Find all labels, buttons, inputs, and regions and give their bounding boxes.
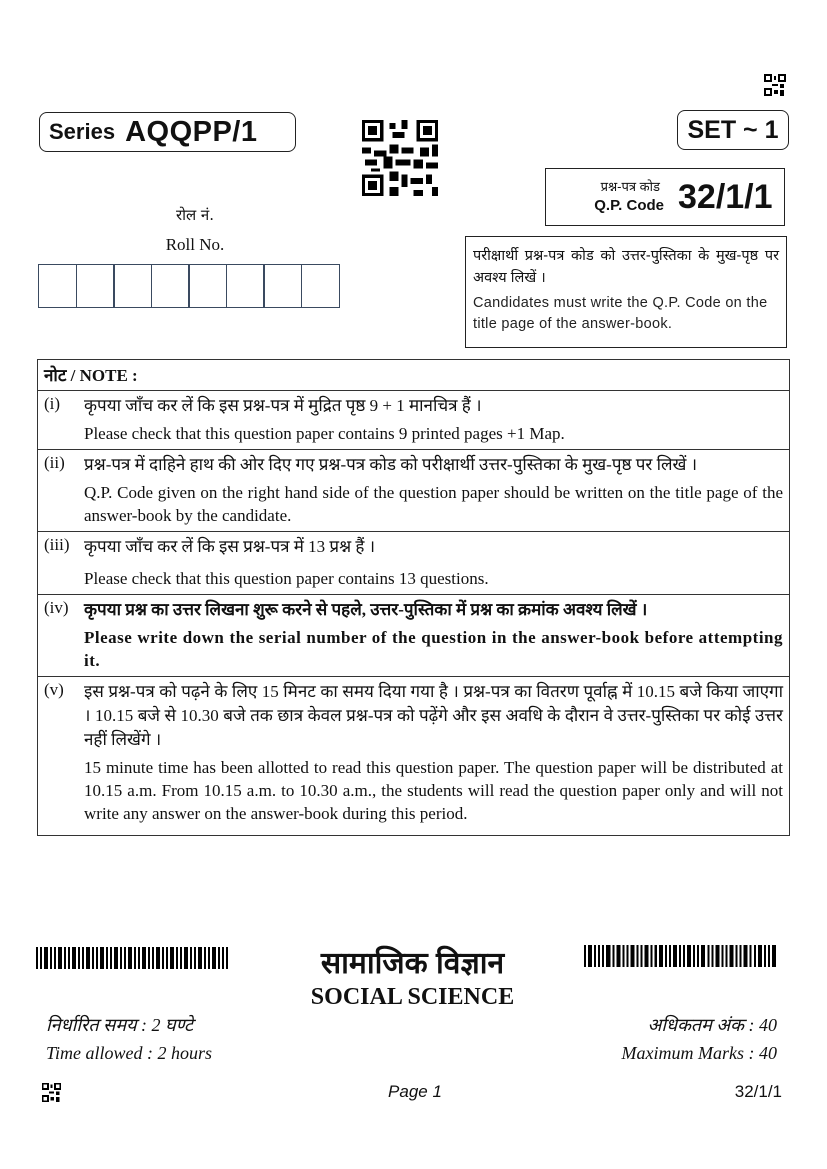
qp-code-label-hindi: प्रश्न-पत्र कोड: [600, 178, 660, 194]
note-item: [38, 450, 790, 532]
roll-no-digit-box[interactable]: [263, 264, 302, 308]
series-value: AQQPP/1: [125, 115, 258, 148]
page-number: Page 1: [388, 1082, 442, 1101]
subject-title: SOCIAL SCIENCE: [310, 984, 515, 1010]
note-item: [38, 532, 790, 595]
barcode-icon: [36, 947, 228, 969]
note-text-english: Q.P. Code given on the right hand side of the question paper should be written on the title page of the answer-book by the candidate.: [84, 483, 783, 525]
note-text-english: 15 minute time has been allotted to read this question paper. The question paper will be distributed at 10.15 a.m. From 10.15 a.m. to 10.30 a.m., the students will read the question paper only and will not write any answer on the answer-book during this period.: [84, 758, 783, 823]
note-text-hindi: कृपया जाँच कर लें कि इस प्रश्न-पत्र में 13 प्रश्न हैं ।: [84, 537, 376, 556]
note-number: (iii): [44, 535, 70, 554]
note-title: नोट / NOTE :: [38, 360, 790, 391]
note-text-english: Please check that this question paper contains 9 printed pages +1 Map.: [84, 424, 565, 443]
footer-qr-code-icon: [42, 1083, 61, 1102]
footer-qp-code: 32/1/1: [734, 1082, 782, 1101]
maximum-marks: Maximum Marks : 40: [621, 1043, 777, 1063]
subject-title-hindi: सामाजिक विज्ञान: [320, 947, 505, 980]
qp-code-labels: [546, 179, 664, 215]
time-allowed-hindi: निर्धारित समय : 2 घण्टे: [46, 1015, 194, 1035]
note-number: (i): [44, 394, 61, 413]
barcode-icon: [584, 945, 778, 967]
note-text-english: Please check that this question paper contains 13 questions.: [84, 569, 489, 588]
note-text-hindi: इस प्रश्न-पत्र को पढ़ने के लिए 15 मिनट का समय दिया गया है । प्रश्न-पत्र का वितरण पूर्वाह्न में 10.15 बजे किया जाएगा । 10.15 बजे से 10.30 बजे तक छात्र केवल प्रश्न-पत्र को पढ़ेंगे और इस अवधि के दौरान वे उत्तर-पुस्तिका पर कोई उत्तर नहीं लिखेंगे ।: [84, 682, 783, 749]
qp-code-value: 32/1/1: [678, 177, 773, 216]
qp-code-box: [545, 168, 785, 226]
roll-no-digit-box[interactable]: [188, 264, 227, 308]
note-item: [38, 595, 790, 677]
time-allowed: Time allowed : 2 hours: [46, 1043, 213, 1063]
series-box: [39, 112, 296, 152]
candidate-instruction-box: [465, 236, 787, 348]
instruction-english: Candidates must write the Q.P. Code on the title page of the answer-book.: [473, 295, 768, 332]
note-number: (v): [44, 680, 64, 699]
note-text-hindi: प्रश्न-पत्र में दाहिने हाथ की ओर दिए गए प्रश्न-पत्र कोड को परीक्षार्थी उत्तर-पुस्तिका के मुख-पृष्ठ पर लिखें ।: [84, 455, 698, 474]
note-number: (ii): [44, 453, 65, 472]
roll-no-digit-box[interactable]: [76, 264, 115, 308]
roll-no-label: Roll No.: [165, 235, 225, 254]
roll-no-digit-box[interactable]: [38, 264, 77, 308]
note-item: [38, 391, 790, 450]
qp-code-label: Q.P. Code: [594, 196, 664, 214]
note-text-hindi: कृपया जाँच कर लें कि इस प्रश्न-पत्र में मुद्रित पृष्ठ 9 + 1 मानचित्र हैं ।: [84, 396, 482, 415]
roll-no-label-hindi: रोल नं.: [175, 206, 215, 224]
instruction-hindi: परीक्षार्थी प्रश्न-पत्र कोड को उत्तर-पुस्तिका के मुख-पृष्ठ पर अवश्य लिखें ।: [473, 248, 779, 286]
note-table: [37, 359, 790, 836]
set-label: SET ~ 1: [677, 110, 789, 150]
note-number: (iv): [44, 598, 69, 617]
roll-no-digit-box[interactable]: [226, 264, 265, 308]
roll-no-digit-box[interactable]: [113, 264, 152, 308]
qr-code-icon: [362, 120, 438, 196]
roll-no-digit-box[interactable]: [151, 264, 190, 308]
roll-no-boxes: [38, 264, 340, 308]
series-label: Series: [49, 119, 116, 144]
maximum-marks-hindi: अधिकतम अंक : 40: [647, 1015, 777, 1035]
note-item: [38, 677, 790, 836]
note-text-hindi: कृपया प्रश्न का उत्तर लिखना शुरू करने से पहले, उत्तर-पुस्तिका में प्रश्न का क्रमांक अवश्य लिखें ।: [84, 600, 648, 619]
note-text-english: Please write down the serial number of the question in the answer-book before attempting it.: [84, 628, 783, 670]
small-qr-code-icon: [764, 74, 786, 96]
roll-no-digit-box[interactable]: [301, 264, 340, 308]
